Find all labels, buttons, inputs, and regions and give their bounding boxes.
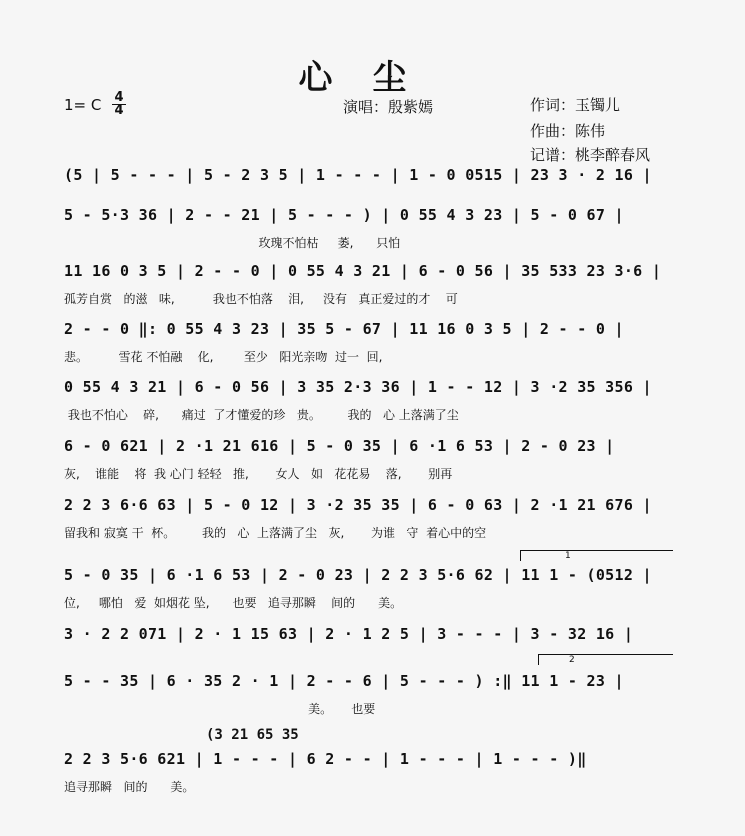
time-signature-bottom: 4	[112, 104, 126, 117]
composer-credit: 作曲：陈伟	[530, 122, 606, 140]
lyrics-line: 美。 也要	[64, 702, 376, 716]
first-ending-number: 1	[565, 551, 571, 561]
first-ending-bracket	[520, 550, 673, 561]
lyrics-line: 追寻那瞬 间的 美。	[64, 780, 195, 794]
lyrics-line: 玫瑰不怕枯 萎, 只怕	[64, 236, 401, 250]
second-ending-bracket	[538, 654, 673, 665]
transcriber-credit: 记谱：桃李醉春风	[530, 146, 651, 164]
lyricist-credit: 作词：玉镯儿	[530, 96, 621, 114]
lyrics-line: 灰, 谁能 将 我 心门 轻轻 推, 女人 如 花花易 落, 别再	[64, 467, 453, 481]
notation-line: 11 16 0 3 5 | 2 - - 0 | 0 55 4 3 21 | 6 - 0 56 | 35 533 23 3·6 |	[64, 262, 662, 280]
time-signature-top: 4	[114, 90, 124, 105]
song-title: 心尘	[298, 58, 447, 98]
time-signature	[112, 92, 126, 117]
lyrics-line: 悲。 雪花 不怕融 化, 至少 阳光亲吻 过一 回,	[64, 350, 383, 364]
singer-credit: 演唱：殷紫嫣	[343, 98, 434, 116]
second-ending-number: 2	[569, 655, 575, 665]
notation-line: 5 - 5·3 36 | 2 - - 21 | 5 - - - ) | 0 55 4 3 23 | 5 - 0 67 |	[64, 206, 624, 224]
notation-line: 2 2 3 6·6 63 | 5 - 0 12 | 3 ·2 35 35 | 6 - 0 63 | 2 ·1 21 676 |	[64, 496, 652, 514]
lyrics-line: 我也不怕心 碎, 痛过 了才懂爱的珍 贵。 我的 心 上落满了尘	[64, 408, 459, 422]
notation-line: 2 - - 0 ‖: 0 55 4 3 23 | 35 5 - 67 | 11 16 0 3 5 | 2 - - 0 |	[64, 320, 624, 338]
notation-line: 5 - 0 35 | 6 ·1 6 53 | 2 - 0 23 | 2 2 3 5·6 62 | 11 1 - (0512 |	[64, 566, 652, 584]
notation-line: 5 - - 35 | 6 · 35 2 · 1 | 2 - - 6 | 5 - - - ) :‖ 11 1 - 23 |	[64, 672, 624, 690]
lyrics-line: 位, 哪怕 爱 如烟花 坠, 也要 追寻那瞬 间的 美。	[64, 596, 403, 610]
lyrics-line: 留我和 寂寞 干 杯。 我的 心 上落满了尘 灰, 为谁 守 着心中的空	[64, 526, 487, 540]
notation-line: (5 | 5 - - - | 5 - 2 3 5 | 1 - - - | 1 - 0 0515 | 23 3 · 2 16 |	[64, 166, 652, 184]
lyrics-line: 孤芳自赏 的滋 味, 我也不怕落 泪, 没有 真正爱过的才 可	[64, 292, 458, 306]
notation-line: 6 - 0 621 | 2 ·1 21 616 | 5 - 0 35 | 6 ·1 6 53 | 2 - 0 23 |	[64, 437, 615, 455]
notation-line: 3 · 2 2 071 | 2 · 1 15 63 | 2 · 1 2 5 | 3 - - - | 3 - 32 16 |	[64, 625, 634, 643]
notation-line: 0 55 4 3 21 | 6 - 0 56 | 3 35 2·3 36 | 1 - - 12 | 3 ·2 35 356 |	[64, 378, 652, 396]
notation-line: 2 2 3 5·6 621 | 1 - - - | 6 2 - - | 1 - - - | 1 - - - )‖	[64, 750, 587, 768]
pickup-notation: (3 21 65 35	[206, 727, 299, 743]
key-signature: 1= C	[64, 96, 102, 114]
